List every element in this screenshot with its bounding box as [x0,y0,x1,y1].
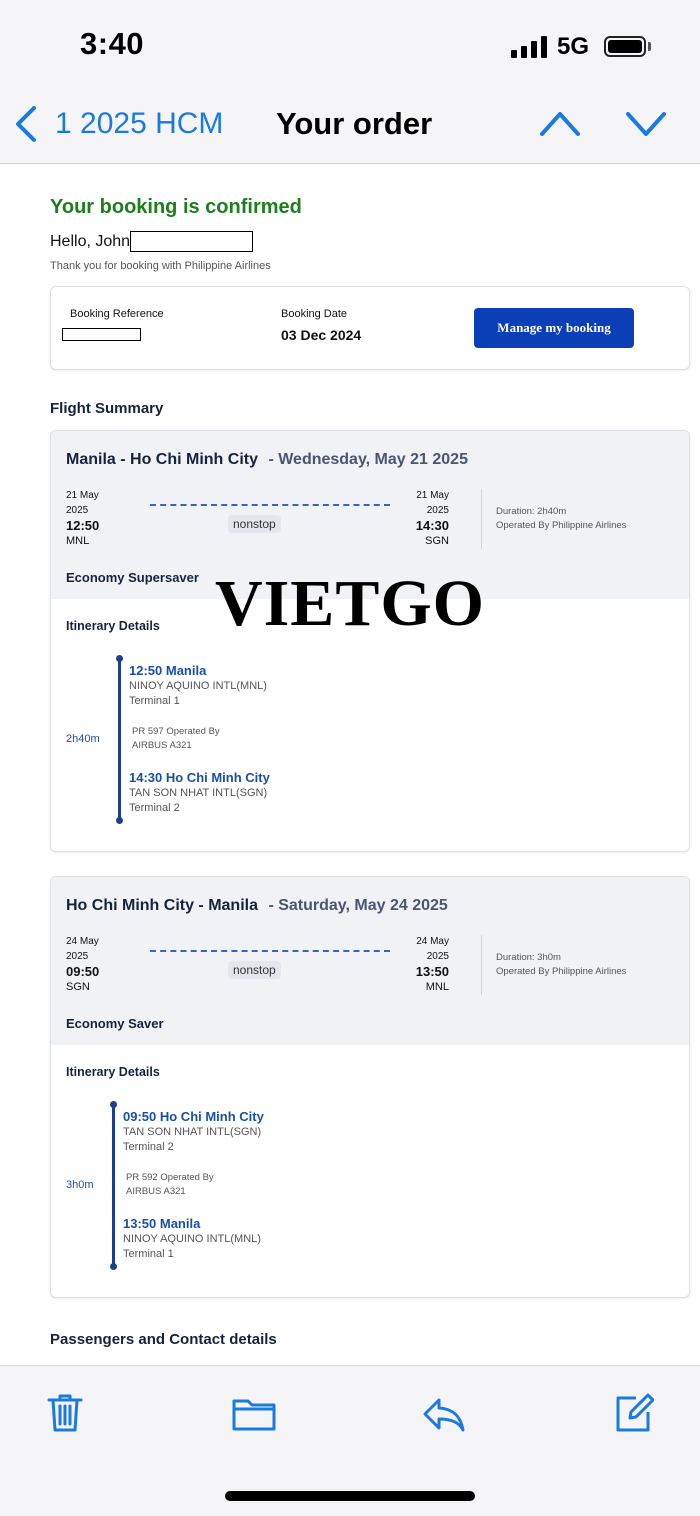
leg-duration: 3h0m [66,1179,94,1191]
status-time: 3:40 [80,26,145,61]
booking-reference-label: Booking Reference [70,308,164,320]
departure-terminal: Terminal 1 [129,695,180,707]
departure-time: 09:50 [66,964,100,979]
timeline-end-dot [110,1263,117,1270]
arrival-airport: TAN SON NHAT INTL(SGN) [129,787,268,799]
arrival-code: SGN [425,535,449,547]
departure-year: 2025 [66,505,89,516]
operated-by: Operated By Philippine Airlines [496,966,627,977]
timeline-line [118,658,121,821]
departure-time: 12:50 [66,518,100,533]
nav-title: Your order [276,106,433,141]
divider [481,489,482,549]
back-button-label[interactable]: 1 2025 HCM [55,107,224,140]
fare-class: Economy Saver [66,1016,164,1031]
route-date: - Wednesday, May 21 2025 [268,451,468,468]
flight-route [66,451,468,469]
flight-summary-title: Flight Summary [50,400,164,417]
signal-icon [511,36,547,58]
nonstop-badge: nonstop [228,515,281,533]
arrival-date: 24 May [416,936,449,947]
flight-operator: PR 592 Operated By [126,1172,214,1183]
departure-stop: 09:50 Ho Chi Minh City [123,1109,264,1124]
arrival-date: 21 May [416,490,449,501]
reply-icon[interactable] [421,1394,467,1436]
arrival-stop: 13:50 Manila [123,1216,201,1231]
arrival-time: 14:30 [415,518,449,533]
departure-stop: 12:50 Manila [129,663,207,678]
flight-duration: Duration: 3h0m [496,952,561,963]
arrival-stop: 14:30 Ho Chi Minh City [129,770,270,785]
itinerary-title: Itinerary Details [66,619,160,633]
battery-icon [604,36,646,57]
operated-by: Operated By Philippine Airlines [496,520,627,531]
trash-icon[interactable] [45,1392,85,1434]
divider [481,935,482,995]
previous-message-icon[interactable] [538,108,582,138]
arrival-time: 13:50 [415,964,449,979]
arrival-terminal: Terminal 2 [129,802,180,814]
timeline-end-dot [116,817,123,824]
booking-confirmed-heading: Your booking is confirmed [50,196,302,218]
aircraft-type: AIRBUS A321 [126,1186,186,1197]
departure-code: MNL [66,535,90,547]
network-type: 5G [557,33,590,60]
departure-date: 24 May [66,936,99,947]
route-name: Ho Chi Minh City - Manila [66,897,258,914]
departure-terminal: Terminal 2 [123,1141,174,1153]
fare-class: Economy Supersaver [66,570,199,585]
departure-airport: TAN SON NHAT INTL(SGN) [123,1126,262,1138]
route-dashed-line [150,950,390,952]
route-name: Manila - Ho Chi Minh City [66,451,258,468]
home-indicator[interactable] [225,1491,475,1501]
manage-booking-button[interactable]: Manage my booking [474,308,634,348]
watermark: VIETGO [214,567,486,640]
route-date: - Saturday, May 24 2025 [268,897,448,914]
arrival-terminal: Terminal 1 [123,1248,174,1260]
departure-date: 21 May [66,490,99,501]
arrival-year: 2025 [426,505,449,516]
itinerary-title: Itinerary Details [66,1065,160,1079]
aircraft-type: AIRBUS A321 [132,740,192,751]
arrival-code: MNL [425,981,449,993]
departure-airport: NINOY AQUINO INTL(MNL) [129,680,267,692]
redacted-booking-reference [62,328,141,341]
back-chevron-icon[interactable] [12,104,42,144]
passengers-title: Passengers and Contact details [50,1331,277,1348]
timeline-line [112,1104,115,1267]
greeting: Hello, John [50,233,131,250]
compose-icon[interactable] [614,1392,654,1434]
next-message-icon[interactable] [624,108,668,138]
battery-tip [648,42,651,51]
arrival-airport: NINOY AQUINO INTL(MNL) [123,1233,261,1245]
thanks-text: Thank you for booking with Philippine Airlines [50,260,271,272]
arrival-year: 2025 [426,951,449,962]
flight-route [66,897,448,915]
route-dashed-line [150,504,390,506]
departure-code: SGN [66,981,90,993]
booking-date-label: Booking Date [281,308,348,320]
departure-year: 2025 [66,951,89,962]
flight-operator: PR 597 Operated By [132,726,220,737]
nonstop-badge: nonstop [228,961,281,979]
flight-duration: Duration: 2h40m [496,506,567,517]
folder-icon[interactable] [231,1393,277,1435]
redacted-name [130,231,253,252]
booking-date-value: 03 Dec 2024 [281,327,362,343]
leg-duration: 2h40m [66,733,100,745]
